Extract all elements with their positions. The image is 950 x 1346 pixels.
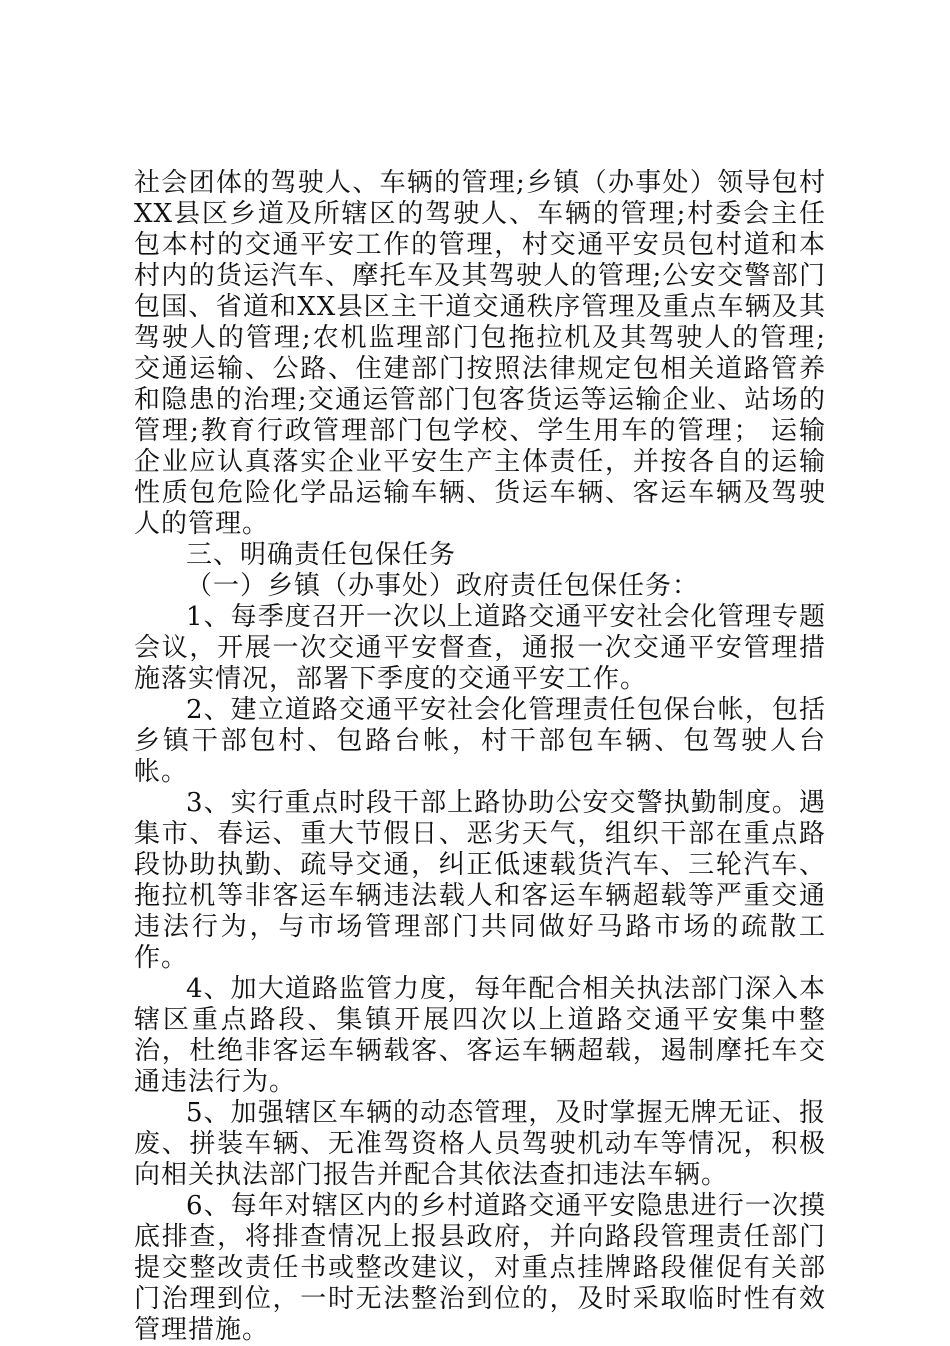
list-item-4: 4、加大道路监管力度，每年配合相关执法部门深入本辖区重点路段、集镇开展四次以上道路交通平安集中整治，杜绝非客运车辆载客、客运车辆超载，遏制摩托车交通违法行为。: [134, 974, 826, 1097]
list-item-5: 5、加强辖区车辆的动态管理，及时掌握无牌无证、报废、拼装车辆、无准驾资格人员驾驶机动车等情况，积极向相关执法部门报告并配合其依法查扣违法车辆。: [134, 1098, 826, 1190]
list-item-3: 3、实行重点时段干部上路协助公安交警执勤制度。遇集市、春运、重大节假日、恶劣天气，组织干部在重点路段协助执勤、疏导交通，纠正低速载货汽车、三轮汽车、拖拉机等非客运车辆违法载人和客运车辆超载等严重交通违法行为，与市场管理部门共同做好马路市场的疏散工作。: [134, 788, 826, 973]
document-body: [134, 168, 826, 1346]
paragraph-continuation: 社会团体的驾驶人、车辆的管理;乡镇（办事处）领导包村XX县区乡道及所辖区的驾驶人、车辆的管理;村委会主任包本村的交通平安工作的管理，村交通平安员包村道和本村内的货运汽车、摩托车及其驾驶人的管理;公安交警部门包国、省道和XX县区主干道交通秩序管理及重点车辆及其驾驶人的管理;农机监理部门包拖拉机及其驾驶人的管理;交通运输、公路、住建部门按照法律规定包相关道路管养和隐患的治理;交通运管部门包客货运等运输企业、站场的管理;教育行政管理部门包学校、学生用车的管理； 运输企业应认真落实企业平安生产主体责任，并按各自的运输性质包危险化学品运输车辆、货运车辆、客运车辆及驾驶人的管理。: [134, 168, 826, 539]
section-heading-3: 三、明确责任包保任务: [186, 540, 457, 570]
list-item-2: 2、建立道路交通平安社会化管理责任包保台帐，包括乡镇干部包村、包路台帐，村干部包车辆、包驾驶人台帐。: [134, 695, 826, 787]
list-item-6: 6、每年对辖区内的乡村道路交通平安隐患进行一次摸底排查，将排查情况上报县政府，并向路段管理责任部门提交整改责任书或整改建议，对重点挂牌路段催促有关部门治理到位，一时无法整治到位的，及时采取临时性有效管理措施。: [134, 1191, 826, 1345]
list-item-1: 1、每季度召开一次以上道路交通平安社会化管理专题会议，开展一次交通平安督查，通报一次交通平安管理措施落实情况，部署下季度的交通平安工作。: [134, 602, 826, 694]
subsection-heading-1: （一）乡镇（办事处）政府责任包保任务：: [186, 571, 700, 601]
